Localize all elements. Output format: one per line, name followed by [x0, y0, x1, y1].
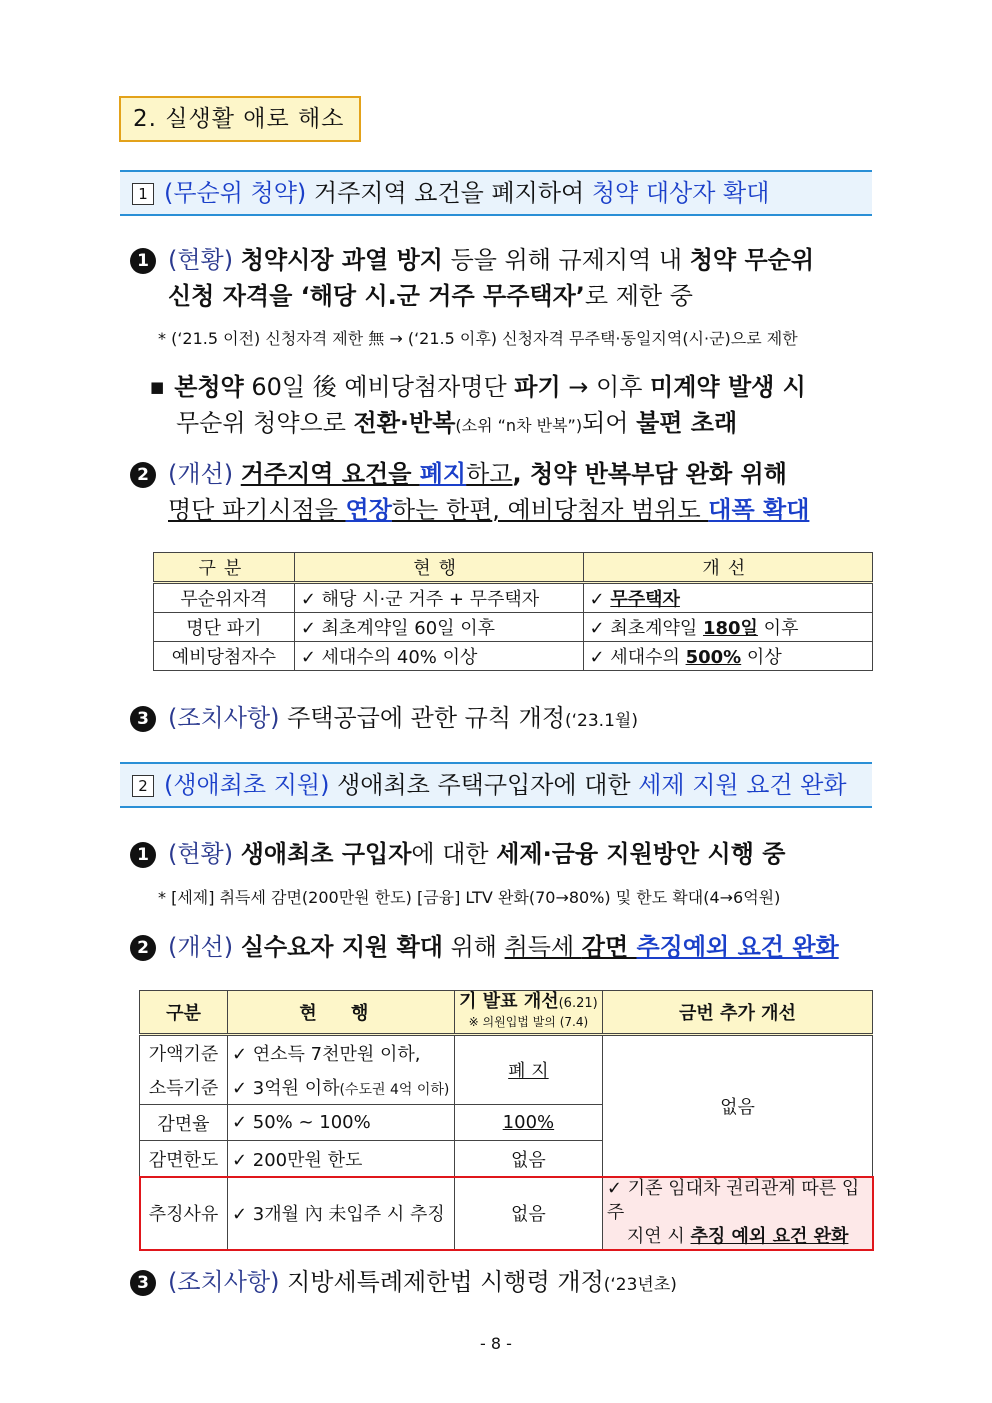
action-tag: (조치사항) — [168, 704, 280, 732]
prev-rate: 100% — [502, 1112, 555, 1133]
row-improved-post: 이상 — [741, 647, 782, 668]
header-category: 구분 — [154, 553, 295, 583]
bullet-j: 불편 초래 — [636, 409, 738, 437]
item1-action-paragraph — [130, 700, 638, 739]
item2-heading-bar — [120, 762, 872, 808]
item2-footnote: * [세제] 취득세 감면(200만원 한도) [금융] LTV 완화(70→80%) 및 한도 확대(4→6억원) — [158, 888, 781, 907]
item2-improvement-paragraph — [130, 929, 839, 965]
improve-tag: (개선) — [168, 460, 234, 488]
marker-2-icon: 2 — [130, 462, 156, 488]
square-bullet-icon: ■ — [150, 378, 165, 396]
p2-f: 연장 — [345, 496, 392, 524]
i2p1-b: 에 대한 — [411, 840, 497, 868]
table-row — [154, 583, 873, 613]
header-category: 구분 — [140, 991, 228, 1035]
p2-g: 하는 한편 — [391, 496, 493, 524]
item1-comparison-table — [153, 552, 873, 671]
item2-tag: (생애최초 지원) — [164, 771, 330, 799]
bullet-c: 파기 — [514, 373, 561, 401]
header-new: 금번 추가 개선 — [602, 991, 872, 1035]
table-row — [154, 642, 873, 671]
row-current: ✓ 연소득 7천만원 이하, — [227, 1035, 454, 1070]
p1-text-a: 청약시장 과열 방지 — [240, 246, 443, 274]
prev-abolish: 폐 지 — [508, 1061, 549, 1082]
item1-bar-text: 거주지역 요건을 폐지하여 — [306, 179, 592, 207]
row-current: ✓ 최초계약일 60일 이후 — [294, 613, 583, 642]
i2p2-c: 취득세 — [504, 933, 582, 961]
row-improved — [583, 642, 872, 671]
table-header-row — [154, 553, 873, 583]
p1-text-b: 등을 위해 규제지역 내 — [442, 246, 690, 274]
r5-new-b: 지연 시 — [626, 1226, 691, 1247]
row-improved-hl: 500% — [685, 647, 742, 668]
i2p2-a: 실수요자 지원 확대 — [240, 933, 443, 961]
row-label: 감면한도 — [140, 1141, 228, 1177]
item2-bar-highlight: 세제 지원 요건 완화 — [638, 771, 847, 799]
p2-b: 폐지 — [419, 460, 467, 488]
item2-bar-text: 생애최초 주택구입자에 대한 — [329, 771, 639, 799]
marker-1-icon: 1 — [130, 842, 156, 868]
row-label: 가액기준 — [140, 1035, 228, 1070]
row-new — [602, 1177, 872, 1250]
header-prev-main: 기 발표 개선 — [459, 991, 559, 1012]
header-current: 현행 — [294, 553, 583, 583]
row-current — [227, 1070, 454, 1105]
row-previous — [454, 1105, 602, 1141]
current-tag: (현황) — [168, 840, 234, 868]
r5-new-c: 추징 예외 요건 완화 — [690, 1226, 849, 1247]
i2p1-c: 세제·금융 지원방안 시행 중 — [496, 840, 786, 868]
row-improved-post: 이후 — [757, 618, 799, 639]
bullet-d: → 이후 — [560, 373, 651, 401]
row-previous: 없음 — [454, 1177, 602, 1250]
item1-current-paragraph — [130, 242, 814, 314]
section-title: 2. 실생활 애로 해소 — [119, 96, 361, 142]
item1-bullet — [150, 369, 806, 444]
current-tag: (현황) — [168, 246, 234, 274]
marker-3-icon: 3 — [130, 1270, 156, 1296]
marker-3-icon: 3 — [130, 706, 156, 732]
row-current: ✓ 200만원 한도 — [227, 1141, 454, 1177]
p2-h: , 예비당첨자 범위도 — [492, 496, 709, 524]
action-text: 지방세특례제한법 시행령 개정 — [279, 1268, 604, 1296]
p2-d: , 청약 반복부담 완화 위해 — [512, 460, 787, 488]
item1-bar-highlight: 청약 대상자 확대 — [591, 179, 770, 207]
action-tag: (조치사항) — [168, 1268, 280, 1296]
improve-tag: (개선) — [168, 933, 234, 961]
row-current: ✓ 3개월 內 未입주 시 추징 — [227, 1177, 454, 1250]
row-label: 명단 파기 — [154, 613, 295, 642]
p2-i: 대폭 확대 — [708, 496, 810, 524]
p1-text-c: 청약 무순위 — [689, 246, 815, 274]
bullet-b: 60일 後 예비당첨자명단 — [243, 373, 515, 401]
row-improved-hl: 무주택자 — [610, 589, 680, 610]
row-improved — [583, 583, 872, 613]
row-label: 무순위자격 — [154, 583, 295, 613]
i2p2-e: 추징예외 요건 완화 — [636, 933, 839, 961]
table-row — [154, 613, 873, 642]
item1-improvement-paragraph — [130, 456, 809, 528]
item2-number-box: 2 — [132, 775, 154, 797]
r2-cur-b: (수도권 4억 이하) — [339, 1081, 450, 1098]
item1-heading-bar — [120, 170, 872, 216]
row-label: 예비당첨자수 — [154, 642, 295, 671]
row-improved-pre: ✓ 최초계약일 — [589, 618, 703, 639]
marker-2-icon: 2 — [130, 935, 156, 961]
row-current: ✓ 해당 시·군 거주 + 무주택자 — [294, 583, 583, 613]
r5-new-a: ✓ 기존 임대차 권리관계 따른 입주 — [606, 1178, 860, 1223]
row-label: 소득기준 — [140, 1070, 228, 1105]
item2-action-paragraph — [130, 1264, 677, 1303]
action-date: (‘23.1월) — [565, 711, 638, 731]
row-improved-pre: ✓ 세대수의 — [589, 647, 686, 668]
row-label: 감면율 — [140, 1105, 228, 1141]
item1-number-box: 1 — [132, 183, 154, 205]
bullet-a: 본청약 — [174, 373, 244, 401]
row-label: 추징사유 — [140, 1177, 228, 1250]
bullet-i: 되어 — [582, 409, 637, 437]
table-row-highlighted — [140, 1177, 873, 1250]
header-previous — [454, 991, 602, 1035]
action-text: 주택공급에 관한 규칙 개정 — [279, 704, 566, 732]
header-prev-sub: ※ 의원입법 발의 (7.4) — [468, 1015, 589, 1029]
row-previous: 없음 — [454, 1141, 602, 1177]
p1-text-d: 신청 자격을 ‘해당 시.군 거주 무주택자’ — [168, 282, 585, 310]
row-improved-pre: ✓ — [589, 589, 611, 610]
p1-text-e: 로 제한 중 — [584, 282, 693, 310]
i2p2-b: 위해 — [442, 933, 505, 961]
item1-tag: (무순위 청약) — [164, 179, 307, 207]
bullet-f: 무순위 청약으로 — [176, 409, 354, 437]
row-current: ✓ 세대수의 40% 이상 — [294, 642, 583, 671]
item2-current-paragraph — [130, 836, 785, 872]
p2-c: 하고 — [466, 460, 513, 488]
table-row — [140, 1035, 873, 1070]
p2-e: 명단 파기시점을 — [168, 496, 346, 524]
bullet-g: 전환·반복 — [353, 409, 456, 437]
header-improved: 개선 — [583, 553, 872, 583]
action-date: (‘23년초) — [603, 1275, 677, 1295]
r2-cur-a: ✓ 3억원 이하 — [231, 1077, 340, 1099]
marker-1-icon: 1 — [130, 248, 156, 274]
i2p2-d: 감면 — [581, 933, 637, 961]
page-number: - 8 - — [480, 1334, 512, 1353]
bullet-h: (소위 “n차 반복”) — [455, 416, 583, 435]
row-current: ✓ 50% ~ 100% — [227, 1105, 454, 1141]
p2-a: 거주지역 요건을 — [240, 460, 420, 488]
item1-footnote: * (‘21.5 이전) 신청자격 제한 無 → (‘21.5 이후) 신청자격 무주택·동일지역(시·군)으로 제한 — [158, 329, 798, 348]
bullet-e: 미계약 발생 시 — [650, 373, 806, 401]
row-improved — [583, 613, 872, 642]
table-header-row — [140, 991, 873, 1035]
header-prev-date: (6.21) — [558, 996, 598, 1011]
row-new-none: 없음 — [602, 1035, 872, 1177]
row-previous — [454, 1035, 602, 1105]
row-improved-hl: 180일 — [702, 618, 758, 639]
header-current: 현 행 — [227, 991, 454, 1035]
item2-comparison-table — [139, 990, 873, 1250]
i2p1-a: 생애최초 구입자 — [240, 840, 412, 868]
